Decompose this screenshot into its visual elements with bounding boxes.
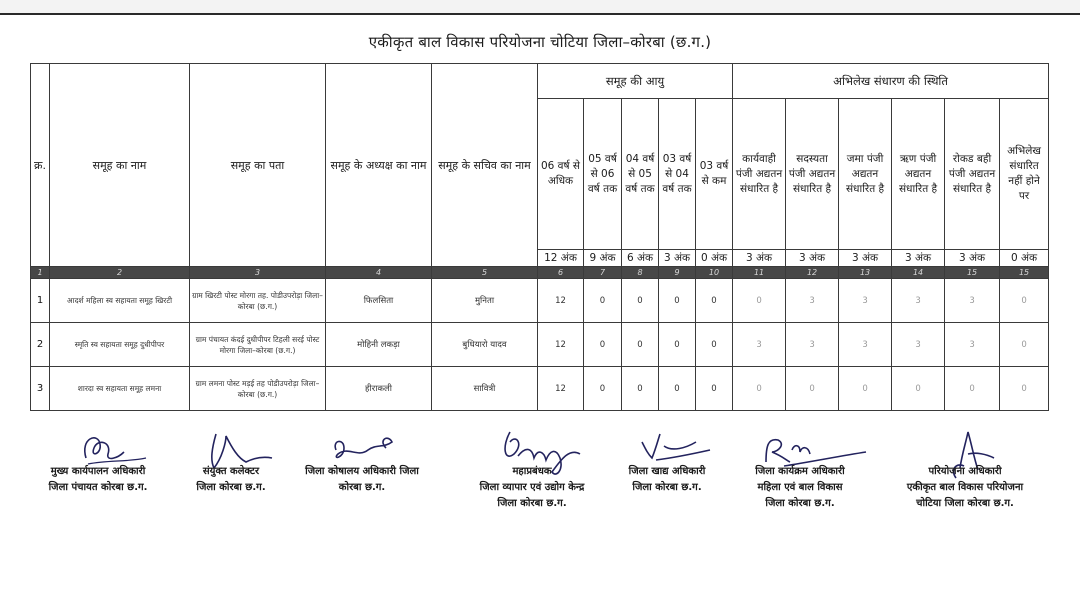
- marks-label: 0 अंक: [696, 250, 733, 267]
- signature-block-general-manager: [452, 428, 612, 514]
- row-age-value: 12: [538, 279, 584, 323]
- row-record-value: 3: [892, 279, 945, 323]
- col-group-age: समूह की आयु: [538, 64, 733, 99]
- table-row: [31, 279, 1049, 323]
- column-number: 15: [945, 267, 1000, 279]
- signatory-office: जिला पंचायत कोरबा छ.ग.: [48, 482, 148, 493]
- row-record-value: 3: [839, 279, 892, 323]
- col-header-record: ऋण पंजी अद्यतन संधारित है: [892, 99, 945, 250]
- column-number-row: [31, 267, 1049, 279]
- row-record-value: 0: [1000, 279, 1049, 323]
- column-number: 5: [432, 267, 538, 279]
- column-number: 8: [622, 267, 659, 279]
- row-group-address: ग्राम पंचायत कंदई दुधीपीपर टिहली सरई पोस्ट मोरगा जिला–कोरबा (छ.ग.): [190, 323, 326, 367]
- col-header-group-name: समूह का नाम: [50, 64, 190, 267]
- row-age-value: 0: [622, 323, 659, 367]
- col-header-age: 05 वर्ष से 06 वर्ष तक: [584, 99, 622, 250]
- col-header-president: समूह के अध्यक्ष का नाम: [326, 64, 432, 267]
- row-group-name: शारदा स्व सहायता समूह लमना: [50, 367, 190, 411]
- marks-label: 3 अंक: [786, 250, 839, 267]
- row-president: हीराकली: [326, 367, 432, 411]
- col-header-age: 06 वर्ष से अधिक: [538, 99, 584, 250]
- column-number: 4: [326, 267, 432, 279]
- signatory-district: जिला कोरबा छ.ग.: [765, 498, 835, 509]
- signatory-office: एकीकृत बाल विकास परियोजना: [906, 482, 1024, 493]
- scan-top-border: [0, 13, 1080, 15]
- column-number: 10: [696, 267, 733, 279]
- signature-block-program-officer: [730, 428, 870, 514]
- column-number: 14: [892, 267, 945, 279]
- row-group-name: स्मृति स्व सहायता समूह दुधीपीपर: [50, 323, 190, 367]
- row-record-value: 0: [733, 279, 786, 323]
- col-header-record: कार्यवाही पंजी अद्यतन संधारित है: [733, 99, 786, 250]
- signatory-designation: महाप्रबंधक: [512, 466, 552, 477]
- row-age-value: 12: [538, 323, 584, 367]
- row-record-value: 3: [892, 323, 945, 367]
- marks-label: 3 अंक: [733, 250, 786, 267]
- col-header-record: अभिलेख संधारित नहीं होने पर: [1000, 99, 1049, 250]
- signature-block-treasury-officer: [292, 428, 432, 498]
- row-record-value: 0: [945, 367, 1000, 411]
- row-age-value: 12: [538, 367, 584, 411]
- row-group-address: ग्राम खिरटी पोस्ट मोरगा तह. पोडीउपरोड़ा जिला–कोरबा (छ.ग.): [190, 279, 326, 323]
- row-record-value: 0: [786, 367, 839, 411]
- marks-label: 3 अंक: [839, 250, 892, 267]
- signatory-office: जिला व्यापार एवं उद्योग केन्द्र: [479, 482, 585, 493]
- row-record-value: 3: [733, 323, 786, 367]
- col-group-records: अभिलेख संधारण की स्थिति: [733, 64, 1049, 99]
- column-number: 13: [839, 267, 892, 279]
- row-age-value: 0: [659, 367, 696, 411]
- column-number: 2: [50, 267, 190, 279]
- col-header-record: जमा पंजी अद्यतन संधारित है: [839, 99, 892, 250]
- row-group-name: आदर्श महिला स्व सहायता समूह खिरटी: [50, 279, 190, 323]
- column-number: 11: [733, 267, 786, 279]
- column-number: 15: [1000, 267, 1049, 279]
- row-age-value: 0: [659, 279, 696, 323]
- signatory-office: जिला कोरबा छ.ग.: [196, 482, 266, 493]
- col-header-record: सदस्यता पंजी अद्यतन संधारित है: [786, 99, 839, 250]
- marks-label: 3 अंक: [945, 250, 1000, 267]
- marks-label: 3 अंक: [659, 250, 696, 267]
- signatory-district: जिला कोरबा छ.ग.: [497, 498, 567, 509]
- row-age-value: 0: [622, 279, 659, 323]
- row-record-value: 0: [733, 367, 786, 411]
- row-age-value: 0: [622, 367, 659, 411]
- row-age-value: 0: [696, 367, 733, 411]
- signatory-designation: परियोजना अधिकारी: [928, 466, 1002, 477]
- signatory-office: जिला कोरबा छ.ग.: [632, 482, 702, 493]
- signatory-designation: संयुक्त कलेक्टर: [202, 466, 260, 477]
- column-number: 7: [584, 267, 622, 279]
- row-secretary: मुनिता: [432, 279, 538, 323]
- column-number: 12: [786, 267, 839, 279]
- column-number: 6: [538, 267, 584, 279]
- signatory-office: कोरबा छ.ग.: [338, 482, 386, 493]
- row-age-value: 0: [584, 323, 622, 367]
- row-serial: 2: [31, 323, 50, 367]
- marks-label: 12 अंक: [538, 250, 584, 267]
- scan-top-band: [0, 0, 1080, 14]
- table-row: [31, 323, 1049, 367]
- signature-block-joint-collector: [176, 428, 286, 498]
- col-header-group-address: समूह का पता: [190, 64, 326, 267]
- signature-block-food-officer: [612, 428, 722, 498]
- col-header-record: रोकड बही पंजी अद्यतन संधारित है: [945, 99, 1000, 250]
- row-president: फिलसिता: [326, 279, 432, 323]
- marks-label: 6 अंक: [622, 250, 659, 267]
- row-age-value: 0: [584, 279, 622, 323]
- signatory-designation: मुख्य कार्यपालन अधिकारी: [50, 466, 146, 477]
- signatory-designation: जिला कार्यक्रम अधिकारी: [755, 466, 845, 477]
- row-record-value: 3: [786, 323, 839, 367]
- row-serial: 3: [31, 367, 50, 411]
- col-header-serial: क्र.: [31, 64, 50, 267]
- row-record-value: 0: [892, 367, 945, 411]
- group-register-table: [30, 63, 1049, 411]
- column-number: 3: [190, 267, 326, 279]
- row-record-value: 0: [1000, 323, 1049, 367]
- marks-label: 0 अंक: [1000, 250, 1049, 267]
- row-secretary: सावित्री: [432, 367, 538, 411]
- row-group-address: ग्राम लमना पोस्ट मड़ई तह पोडीउपरोड़ा जिला–कोरबा (छ.ग.): [190, 367, 326, 411]
- signature-block-project-officer: [890, 428, 1040, 514]
- col-header-secretary: समूह के सचिव का नाम: [432, 64, 538, 267]
- row-president: मोहिनी लकड़ा: [326, 323, 432, 367]
- document-title: एकीकृत बाल विकास परियोजना चोटिया जिला–कोरबा (छ.ग.): [368, 33, 712, 51]
- row-record-value: 3: [945, 279, 1000, 323]
- row-age-value: 0: [696, 279, 733, 323]
- signatory-district: चोटिया जिला कोरबा छ.ग.: [916, 498, 1014, 509]
- row-record-value: 0: [1000, 367, 1049, 411]
- column-number: 9: [659, 267, 696, 279]
- signatory-designation: जिला खाद्य अधिकारी: [628, 466, 706, 477]
- row-record-value: 3: [786, 279, 839, 323]
- row-serial: 1: [31, 279, 50, 323]
- col-header-age: 03 वर्ष से कम: [696, 99, 733, 250]
- row-record-value: 3: [945, 323, 1000, 367]
- column-number: 1: [31, 267, 50, 279]
- row-record-value: 3: [839, 323, 892, 367]
- row-age-value: 0: [696, 323, 733, 367]
- signatory-designation: जिला कोषालय अधिकारी जिला: [305, 466, 419, 477]
- row-secretary: बुधियारो यादव: [432, 323, 538, 367]
- col-header-age: 04 वर्ष से 05 वर्ष तक: [622, 99, 659, 250]
- signature-block-ceo: [28, 428, 168, 498]
- col-header-age: 03 वर्ष से 04 वर्ष तक: [659, 99, 696, 250]
- signatory-office: महिला एवं बाल विकास: [757, 482, 843, 493]
- row-age-value: 0: [584, 367, 622, 411]
- marks-label: 3 अंक: [892, 250, 945, 267]
- row-age-value: 0: [659, 323, 696, 367]
- row-record-value: 0: [839, 367, 892, 411]
- marks-label: 9 अंक: [584, 250, 622, 267]
- table-row: [31, 367, 1049, 411]
